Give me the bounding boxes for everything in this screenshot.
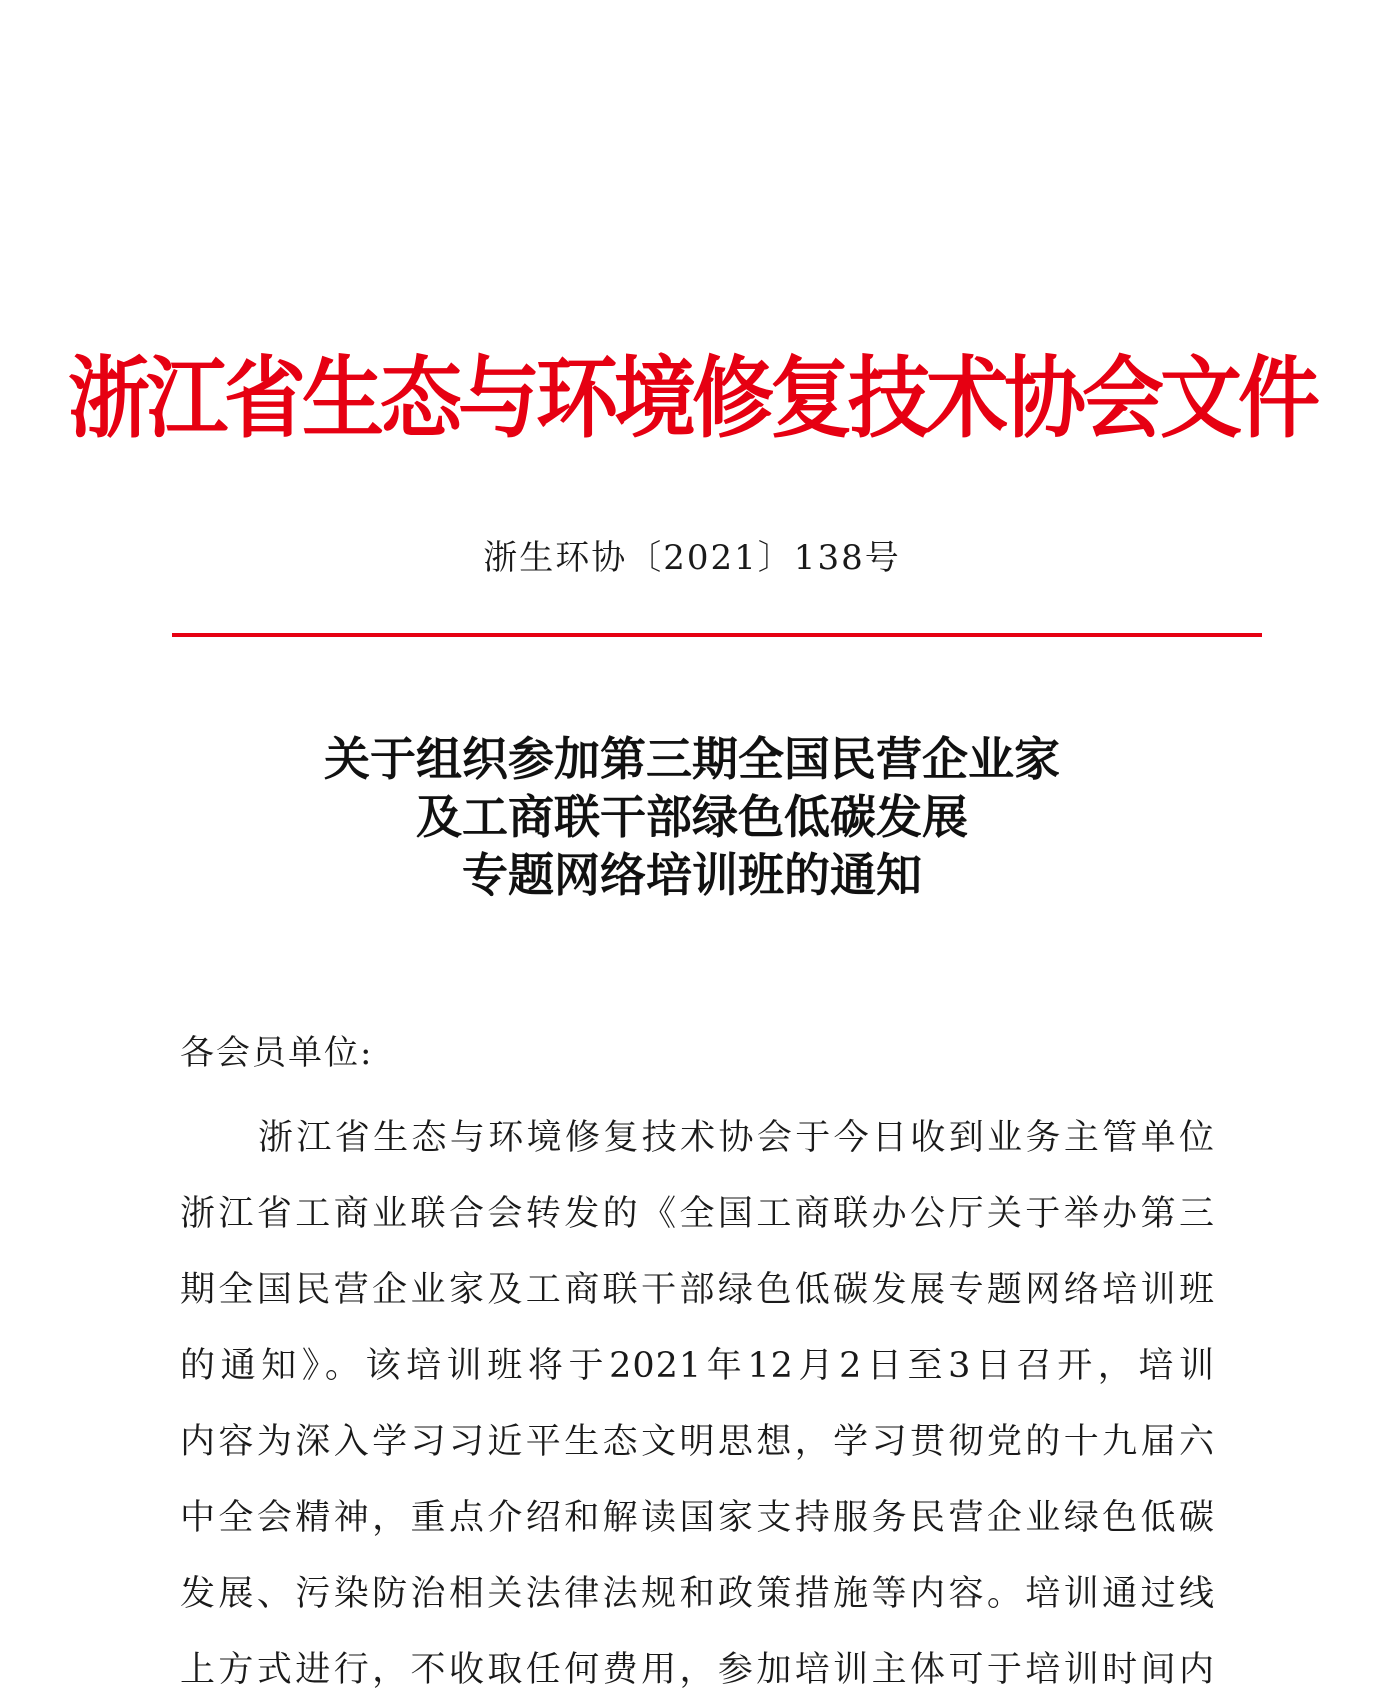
body-line-6: 中全会精神，重点介绍和解读国家支持服务民营企业绿色低碳	[180, 1498, 1215, 1538]
masthead-title: 浙江省生态与环境修复技术协会文件	[67, 348, 1316, 451]
body-line-7: 发展、污染防治相关法律法规和政策措施等内容。培训通过线	[180, 1574, 1215, 1614]
document-number: 浙生环协〔2021〕138号	[483, 538, 901, 578]
title-line-1: 关于组织参加第三期全国民营企业家	[324, 732, 1060, 786]
body-line-3: 期全国民营企业家及工商联干部绿色低碳发展专题网络培训班	[180, 1270, 1215, 1310]
red-divider-rule	[172, 633, 1262, 637]
title-line-2: 及工商联干部绿色低碳发展	[416, 790, 968, 844]
title-line-3: 专题网络培训班的通知	[462, 848, 922, 902]
body-paragraph	[180, 1100, 1215, 1708]
salutation: 各会员单位:	[180, 1033, 374, 1073]
body-line-5: 内容为深入学习习近平生态文明思想，学习贯彻党的十九届六	[180, 1422, 1215, 1462]
body-line-2: 浙江省工商业联合会转发的《全国工商联办公厅关于举办第三	[180, 1194, 1215, 1234]
body-line-8: 上方式进行，不收取任何费用，参加培训主体可于培训时间内	[180, 1650, 1215, 1690]
body-line-4: 的通知》。该培训班将于2021年12月2日至3日召开，培训	[180, 1346, 1215, 1386]
notice-title	[0, 730, 1384, 904]
body-line-1: 浙江省生态与环境修复技术协会于今日收到业务主管单位	[258, 1118, 1215, 1158]
